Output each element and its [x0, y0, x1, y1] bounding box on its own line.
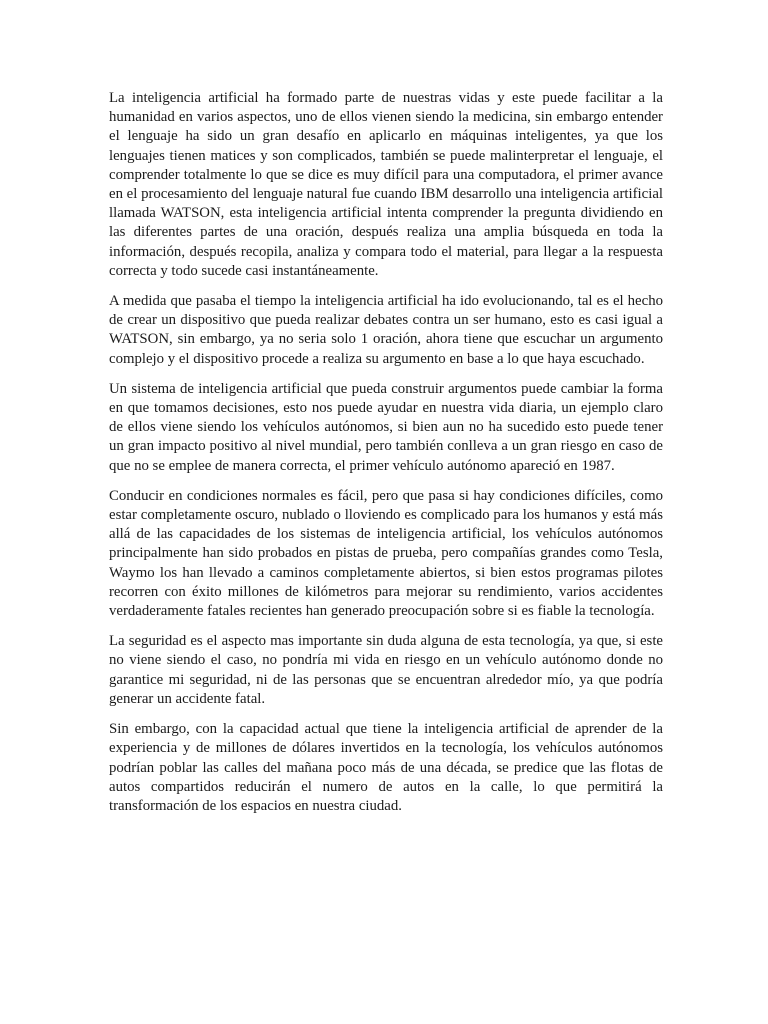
paragraph-1: La inteligencia artificial ha formado parte de nuestras vidas y este puede facilitar a la humanidad en varios aspectos, uno de ellos vienen siendo la medicina, sin embargo entender el lenguaje ha sido un gran desafío en aplicarlo en máquinas inteligentes, ya que los lenguajes tienen matices y son complicados, también se puede malinterpretar el lenguaje, el comprender totalmente lo que se dice es muy difícil para una computadora, el primer avance en el procesamiento del lenguaje natural fue cuando IBM desarrollo una inteligencia artificial llamada WATSON, esta inteligencia artificial intenta comprender la pregunta dividiendo en las diferentes partes de una oración, después realiza una amplia búsqueda en toda la información, después recopila, analiza y compara todo el material, para llegar a la respuesta correcta y todo sucede casi instantáneamente. — [109, 90, 663, 279]
paragraph-5: La seguridad es el aspecto mas importante sin duda alguna de esta tecnología, ya que, si este no viene siendo el caso, no pondría mi vida en riesgo en un vehículo autónomo donde no garantice mi seguridad, ni de las personas que se encuentran alrededor mío, ya que podría generar un accidente fatal. — [109, 633, 663, 707]
paragraph-2: A medida que pasaba el tiempo la inteligencia artificial ha ido evolucionando, tal es el hecho de crear un dispositivo que pueda realizar debates contra un ser humano, esto es casi igual a WATSON, sin embargo, ya no seria solo 1 oración, ahora tiene que escuchar un argumento complejo y el dispositivo procede a realiza su argumento en base a lo que haya escuchado. — [109, 293, 663, 367]
paragraph-3: Un sistema de inteligencia artificial que pueda construir argumentos puede cambiar la forma en que tomamos decisiones, esto nos puede ayudar en nuestra vida diaria, un ejemplo claro de ellos viene siendo los vehículos autónomos, si bien aun no ha sucedido esto puede tener un gran impacto positivo al nivel mundial, pero también conlleva a un gran riesgo en caso de que no se emplee de manera correcta, el primer vehículo autónomo apareció en 1987. — [109, 380, 663, 474]
paragraph-6: Sin embargo, con la capacidad actual que tiene la inteligencia artificial de aprender de la experiencia y de millones de dólares invertidos en la tecnología, los vehículos autónomos podrían poblar las calles del mañana poco más de una década, se predice que las flotas de autos compartidos reducirán el numero de autos en la calle, lo que permitirá la transformación de los espacios en nuestra ciudad. — [109, 721, 663, 814]
document-page — [109, 89, 663, 827]
paragraph-4: Conducir en condiciones normales es fácil, pero que pasa si hay condiciones difíciles, como estar completamente oscuro, nublado o lloviendo es complicado para los humanos y está más allá de las capacidades de los sistemas de inteligencia artificial, los vehículos autónomos principalmente han sido probados en pistas de prueba, pero compañías grandes como Tesla, Waymo los han llevado a caminos completamente abiertos, si bien estos programas pilotes recorren con éxito millones de kilómetros para mejorar su rendimiento, varios accidentes verdaderamente fatales recientes han generado preocupación sobre si es fiable la tecnología. — [109, 487, 663, 620]
